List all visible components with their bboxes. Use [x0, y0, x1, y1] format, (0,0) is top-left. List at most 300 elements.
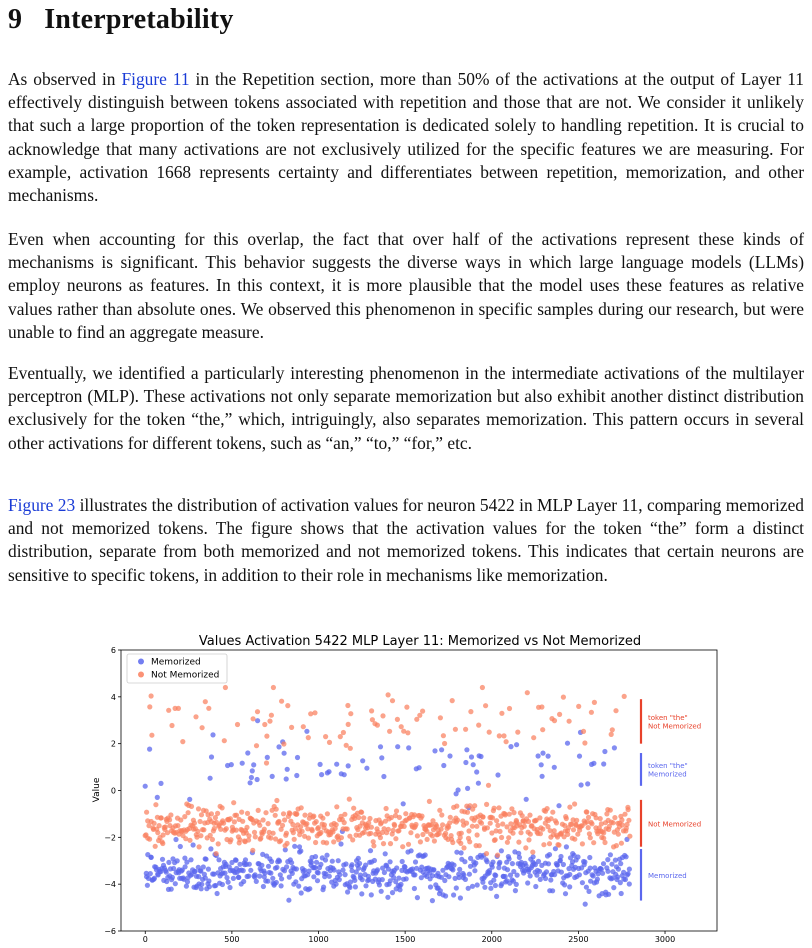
point-not-memorized	[306, 735, 311, 740]
point-memorized	[546, 754, 551, 759]
point-memorized	[270, 774, 275, 779]
point-not-memorized	[479, 821, 484, 826]
point-not-memorized	[262, 722, 267, 727]
point-not-memorized	[312, 710, 317, 715]
point-memorized	[618, 861, 623, 866]
point-not-memorized	[300, 829, 305, 834]
point-not-memorized	[515, 730, 520, 735]
point-not-memorized	[268, 835, 273, 840]
point-not-memorized	[334, 822, 339, 827]
point-memorized	[490, 860, 495, 865]
point-memorized	[524, 797, 529, 802]
point-memorized	[315, 878, 320, 883]
point-not-memorized	[280, 823, 285, 828]
point-not-memorized	[453, 727, 458, 732]
point-not-memorized	[455, 818, 460, 823]
point-memorized	[463, 760, 468, 765]
point-memorized	[187, 797, 192, 802]
point-not-memorized	[586, 825, 591, 830]
point-not-memorized	[495, 853, 500, 858]
point-not-memorized	[619, 841, 624, 846]
point-memorized	[510, 861, 515, 866]
point-memorized	[234, 858, 239, 863]
point-memorized	[588, 866, 593, 871]
y-tick-label: 4	[110, 692, 116, 702]
point-memorized	[507, 856, 512, 861]
point-not-memorized	[159, 815, 164, 820]
point-not-memorized	[201, 827, 206, 832]
paragraph-3: Eventually, we identified a particularly interesting phenomenon in the intermediate activations of the multilayer perceptron (MLP). These activations not only separate memorization but also exhibit another distinct distribution exclusively for the token “the,” which, intriguingly, also separates memorization. This pattern occurs in several other activations for different tokens, such as “an,” “to,” “for,” etc.	[8, 363, 804, 453]
point-memorized	[296, 884, 301, 889]
point-not-memorized	[464, 821, 469, 826]
point-not-memorized	[400, 844, 405, 849]
point-not-memorized	[580, 841, 585, 846]
point-not-memorized	[147, 837, 152, 842]
point-memorized	[155, 795, 160, 800]
point-memorized	[582, 859, 587, 864]
point-not-memorized	[209, 811, 214, 816]
point-memorized	[627, 867, 632, 872]
chart-title: Values Activation 5422 MLP Layer 11: Memorized vs Not Memorized	[198, 634, 642, 649]
point-memorized	[299, 890, 304, 895]
point-memorized	[359, 891, 364, 896]
point-not-memorized	[342, 812, 347, 817]
point-not-memorized	[397, 815, 402, 820]
point-memorized	[304, 729, 309, 734]
point-not-memorized	[237, 837, 242, 842]
point-memorized	[626, 871, 631, 876]
point-not-memorized	[572, 801, 577, 806]
point-not-memorized	[408, 830, 413, 835]
point-memorized	[321, 885, 326, 890]
point-memorized	[236, 875, 241, 880]
point-memorized	[269, 859, 274, 864]
point-memorized	[559, 870, 564, 875]
point-memorized	[579, 782, 584, 787]
point-not-memorized	[281, 741, 286, 746]
point-not-memorized	[541, 842, 546, 847]
point-not-memorized	[304, 821, 309, 826]
point-memorized	[360, 758, 365, 763]
point-not-memorized	[186, 810, 191, 815]
point-not-memorized	[189, 804, 194, 809]
point-not-memorized	[571, 827, 576, 832]
point-not-memorized	[254, 743, 259, 748]
scatter-points	[143, 685, 633, 907]
point-memorized	[316, 870, 321, 875]
point-memorized	[430, 898, 435, 903]
point-not-memorized	[557, 712, 562, 717]
point-memorized	[346, 763, 351, 768]
point-memorized	[624, 854, 629, 859]
point-not-memorized	[246, 833, 251, 838]
figure-11-link[interactable]: Figure 11	[121, 69, 190, 89]
point-not-memorized	[526, 837, 531, 842]
point-memorized	[226, 880, 231, 885]
point-not-memorized	[284, 831, 289, 836]
point-memorized	[318, 762, 323, 767]
point-not-memorized	[175, 823, 180, 828]
point-memorized	[170, 875, 175, 880]
point-not-memorized	[314, 819, 319, 824]
point-not-memorized	[391, 828, 396, 833]
point-memorized	[390, 890, 395, 895]
point-not-memorized	[285, 703, 290, 708]
point-memorized	[334, 762, 339, 767]
point-not-memorized	[438, 715, 443, 720]
point-not-memorized	[224, 826, 229, 831]
point-memorized	[173, 881, 178, 886]
point-not-memorized	[619, 817, 624, 822]
point-memorized	[488, 886, 493, 891]
point-not-memorized	[602, 840, 607, 845]
point-memorized	[383, 851, 388, 856]
point-memorized	[525, 880, 530, 885]
point-memorized	[360, 877, 365, 882]
point-memorized	[458, 895, 463, 900]
point-not-memorized	[430, 833, 435, 838]
point-not-memorized	[432, 838, 437, 843]
point-memorized	[148, 871, 153, 876]
point-memorized	[254, 879, 259, 884]
point-memorized	[406, 745, 411, 750]
point-memorized	[313, 854, 318, 859]
point-memorized	[602, 749, 607, 754]
point-memorized	[443, 893, 448, 898]
point-not-memorized	[187, 838, 192, 843]
point-not-memorized	[610, 727, 615, 732]
point-not-memorized	[346, 722, 351, 727]
paragraph-2: Even when accounting for this overlap, the fact that over half of the activations represent these kinds of mechanisms is significant. This behavior suggests the diverse ways in which large language models (LLMs) employ neurons as features. In this context, it is more plausible that the model uses these features as relative values rather than absolute ones. We observed this phenomenon in specific samples during our research, but were unable to find an aggregate measure.	[8, 229, 804, 342]
point-not-memorized	[222, 738, 227, 743]
point-memorized	[356, 856, 361, 861]
point-not-memorized	[612, 815, 617, 820]
paragraph-1-lead: As observed in	[8, 69, 122, 89]
point-not-memorized	[195, 829, 200, 834]
point-not-memorized	[465, 810, 470, 815]
point-memorized	[565, 741, 570, 746]
y-tick-label: −2	[104, 833, 116, 843]
point-not-memorized	[392, 823, 397, 828]
point-memorized	[253, 872, 258, 877]
point-memorized	[415, 895, 420, 900]
point-not-memorized	[525, 690, 530, 695]
point-not-memorized	[406, 842, 411, 847]
point-memorized	[158, 781, 163, 786]
point-not-memorized	[466, 828, 471, 833]
point-not-memorized	[287, 811, 292, 816]
point-memorized	[548, 877, 553, 882]
point-not-memorized	[459, 831, 464, 836]
point-memorized	[567, 884, 572, 889]
point-not-memorized	[581, 729, 586, 734]
point-not-memorized	[325, 811, 330, 816]
point-not-memorized	[418, 839, 423, 844]
point-not-memorized	[369, 825, 374, 830]
point-memorized	[347, 885, 352, 890]
point-not-memorized	[458, 841, 463, 846]
point-not-memorized	[550, 810, 555, 815]
point-not-memorized	[614, 843, 619, 848]
point-memorized	[298, 848, 303, 853]
annotation-label: Memorized	[648, 770, 687, 779]
point-not-memorized	[176, 706, 181, 711]
point-memorized	[544, 869, 549, 874]
point-not-memorized	[420, 709, 425, 714]
point-not-memorized	[518, 830, 523, 835]
point-memorized	[265, 755, 270, 760]
point-not-memorized	[273, 813, 278, 818]
y-axis-ticks	[104, 646, 121, 936]
point-not-memorized	[399, 724, 404, 729]
point-memorized	[417, 765, 422, 770]
point-not-memorized	[157, 823, 162, 828]
point-not-memorized	[499, 711, 504, 716]
point-memorized	[493, 873, 498, 878]
point-memorized	[294, 773, 299, 778]
y-tick-label: 0	[110, 786, 116, 796]
point-not-memorized	[375, 723, 380, 728]
point-memorized	[450, 867, 455, 872]
point-memorized	[247, 862, 252, 867]
point-memorized	[556, 803, 561, 808]
point-memorized	[451, 863, 456, 868]
point-memorized	[243, 857, 248, 862]
point-not-memorized	[506, 835, 511, 840]
point-memorized	[220, 882, 225, 887]
point-not-memorized	[495, 823, 500, 828]
point-not-memorized	[511, 810, 516, 815]
point-memorized	[586, 889, 591, 894]
point-memorized	[358, 873, 363, 878]
point-memorized	[463, 877, 468, 882]
point-not-memorized	[496, 805, 501, 810]
point-memorized	[562, 882, 567, 887]
point-not-memorized	[572, 837, 577, 842]
section-heading	[8, 4, 234, 36]
point-not-memorized	[493, 837, 498, 842]
point-not-memorized	[622, 812, 627, 817]
x-tick-label: 0	[142, 935, 148, 943]
point-memorized	[615, 874, 620, 879]
point-not-memorized	[212, 826, 217, 831]
x-tick-label: 1500	[394, 935, 416, 943]
point-memorized	[491, 878, 496, 883]
point-memorized	[224, 875, 229, 880]
point-not-memorized	[339, 835, 344, 840]
point-memorized	[284, 776, 289, 781]
point-memorized	[183, 864, 188, 869]
point-memorized	[494, 894, 499, 899]
point-not-memorized	[266, 821, 271, 826]
point-not-memorized	[218, 827, 223, 832]
point-not-memorized	[523, 845, 528, 850]
point-not-memorized	[403, 811, 408, 816]
point-not-memorized	[610, 820, 615, 825]
point-memorized	[378, 744, 383, 749]
point-memorized	[330, 859, 335, 864]
point-memorized	[307, 886, 312, 891]
point-not-memorized	[484, 851, 489, 856]
point-memorized	[464, 747, 469, 752]
point-memorized	[591, 761, 596, 766]
point-not-memorized	[622, 694, 627, 699]
point-memorized	[364, 766, 369, 771]
point-not-memorized	[441, 733, 446, 738]
point-memorized	[188, 857, 193, 862]
point-memorized	[454, 885, 459, 890]
point-not-memorized	[539, 704, 544, 709]
point-memorized	[471, 762, 476, 767]
point-not-memorized	[494, 818, 499, 823]
point-memorized	[143, 784, 148, 789]
legend	[127, 654, 227, 683]
point-memorized	[363, 883, 368, 888]
point-not-memorized	[310, 828, 315, 833]
point-memorized	[302, 868, 307, 873]
point-memorized	[513, 888, 518, 893]
y-tick-label: 6	[110, 646, 116, 655]
point-memorized	[558, 854, 563, 859]
paragraph-1-body: in the Repetition section, more than 50% of the activations at the output of Layer 11 effectively distinguish between tokens associated with repetition and those that are not. We consider it unlikely that such a large proportion of the token representation is dedicated solely to handling repetition. It is crucial to acknowledge that many activations are not exclusively utilized for the specific features we are measuring. For example, activation 1668 represents certainty and differentiates between repetition, memorization, and other mechanisms.	[8, 69, 805, 206]
point-not-memorized	[454, 804, 459, 809]
point-memorized	[457, 867, 462, 872]
figure-23	[85, 630, 807, 943]
point-memorized	[222, 871, 227, 876]
point-memorized	[352, 878, 357, 883]
point-memorized	[318, 862, 323, 867]
point-not-memorized	[576, 704, 581, 709]
point-memorized	[324, 853, 329, 858]
point-memorized	[412, 886, 417, 891]
y-tick-label: −4	[104, 880, 116, 890]
point-not-memorized	[404, 705, 409, 710]
point-memorized	[400, 859, 405, 864]
point-not-memorized	[507, 812, 512, 817]
point-memorized	[379, 755, 384, 760]
point-memorized	[564, 844, 569, 849]
point-memorized	[428, 884, 433, 889]
point-not-memorized	[350, 837, 355, 842]
point-not-memorized	[547, 841, 552, 846]
point-memorized	[208, 846, 213, 851]
point-memorized	[147, 747, 152, 752]
point-memorized	[349, 862, 354, 867]
point-memorized	[251, 762, 256, 767]
point-memorized	[467, 872, 472, 877]
legend-label-memorized: Memorized	[151, 657, 201, 668]
point-not-memorized	[257, 823, 262, 828]
point-memorized	[395, 744, 400, 749]
point-not-memorized	[526, 819, 531, 824]
point-memorized	[215, 891, 220, 896]
point-not-memorized	[153, 844, 158, 849]
figure-23-link[interactable]: Figure 23	[8, 495, 76, 515]
point-not-memorized	[394, 808, 399, 813]
point-not-memorized	[472, 803, 477, 808]
point-not-memorized	[380, 713, 385, 718]
point-memorized	[199, 882, 204, 887]
point-memorized	[514, 882, 519, 887]
point-not-memorized	[271, 685, 276, 690]
point-not-memorized	[390, 698, 395, 703]
point-not-memorized	[393, 836, 398, 841]
point-memorized	[326, 769, 331, 774]
point-not-memorized	[206, 706, 211, 711]
point-not-memorized	[588, 835, 593, 840]
annotation-label: Not Memorized	[648, 820, 702, 829]
point-memorized	[372, 858, 377, 863]
point-not-memorized	[327, 740, 332, 745]
point-not-memorized	[200, 725, 205, 730]
point-not-memorized	[442, 741, 447, 746]
point-not-memorized	[405, 730, 410, 735]
point-memorized	[208, 776, 213, 781]
point-memorized	[587, 855, 592, 860]
point-not-memorized	[155, 830, 160, 835]
section-title: Interpretability	[44, 4, 234, 35]
point-not-memorized	[500, 821, 505, 826]
point-memorized	[375, 867, 380, 872]
point-memorized	[240, 761, 245, 766]
point-not-memorized	[501, 733, 506, 738]
point-memorized	[249, 775, 254, 780]
point-not-memorized	[378, 835, 383, 840]
point-memorized	[166, 860, 171, 865]
point-not-memorized	[484, 802, 489, 807]
point-not-memorized	[160, 841, 165, 846]
point-memorized	[561, 862, 566, 867]
point-memorized	[612, 745, 617, 750]
point-memorized	[284, 864, 289, 869]
point-memorized	[245, 750, 250, 755]
point-memorized	[377, 882, 382, 887]
point-not-memorized	[448, 815, 453, 820]
point-not-memorized	[152, 821, 157, 826]
point-memorized	[356, 866, 361, 871]
point-not-memorized	[278, 838, 283, 843]
point-memorized	[577, 754, 582, 759]
point-not-memorized	[561, 695, 566, 700]
point-memorized	[210, 732, 215, 737]
point-memorized	[456, 787, 461, 792]
point-memorized	[277, 859, 282, 864]
point-memorized	[515, 873, 520, 878]
point-not-memorized	[565, 832, 570, 837]
x-axis-ticks	[143, 931, 675, 943]
paragraph-1	[8, 68, 804, 207]
point-not-memorized	[322, 822, 327, 827]
point-not-memorized	[582, 740, 587, 745]
point-not-memorized	[351, 806, 356, 811]
point-not-memorized	[250, 848, 255, 853]
point-not-memorized	[488, 821, 493, 826]
point-memorized	[169, 887, 174, 892]
point-not-memorized	[256, 808, 261, 813]
point-memorized	[493, 883, 498, 888]
point-not-memorized	[231, 800, 236, 805]
point-memorized	[261, 884, 266, 889]
point-memorized	[478, 754, 483, 759]
point-memorized	[517, 855, 522, 860]
point-not-memorized	[311, 814, 316, 819]
point-not-memorized	[239, 810, 244, 815]
point-memorized	[394, 865, 399, 870]
point-not-memorized	[323, 734, 328, 739]
point-memorized	[199, 886, 204, 891]
point-not-memorized	[252, 830, 257, 835]
point-memorized	[601, 761, 606, 766]
